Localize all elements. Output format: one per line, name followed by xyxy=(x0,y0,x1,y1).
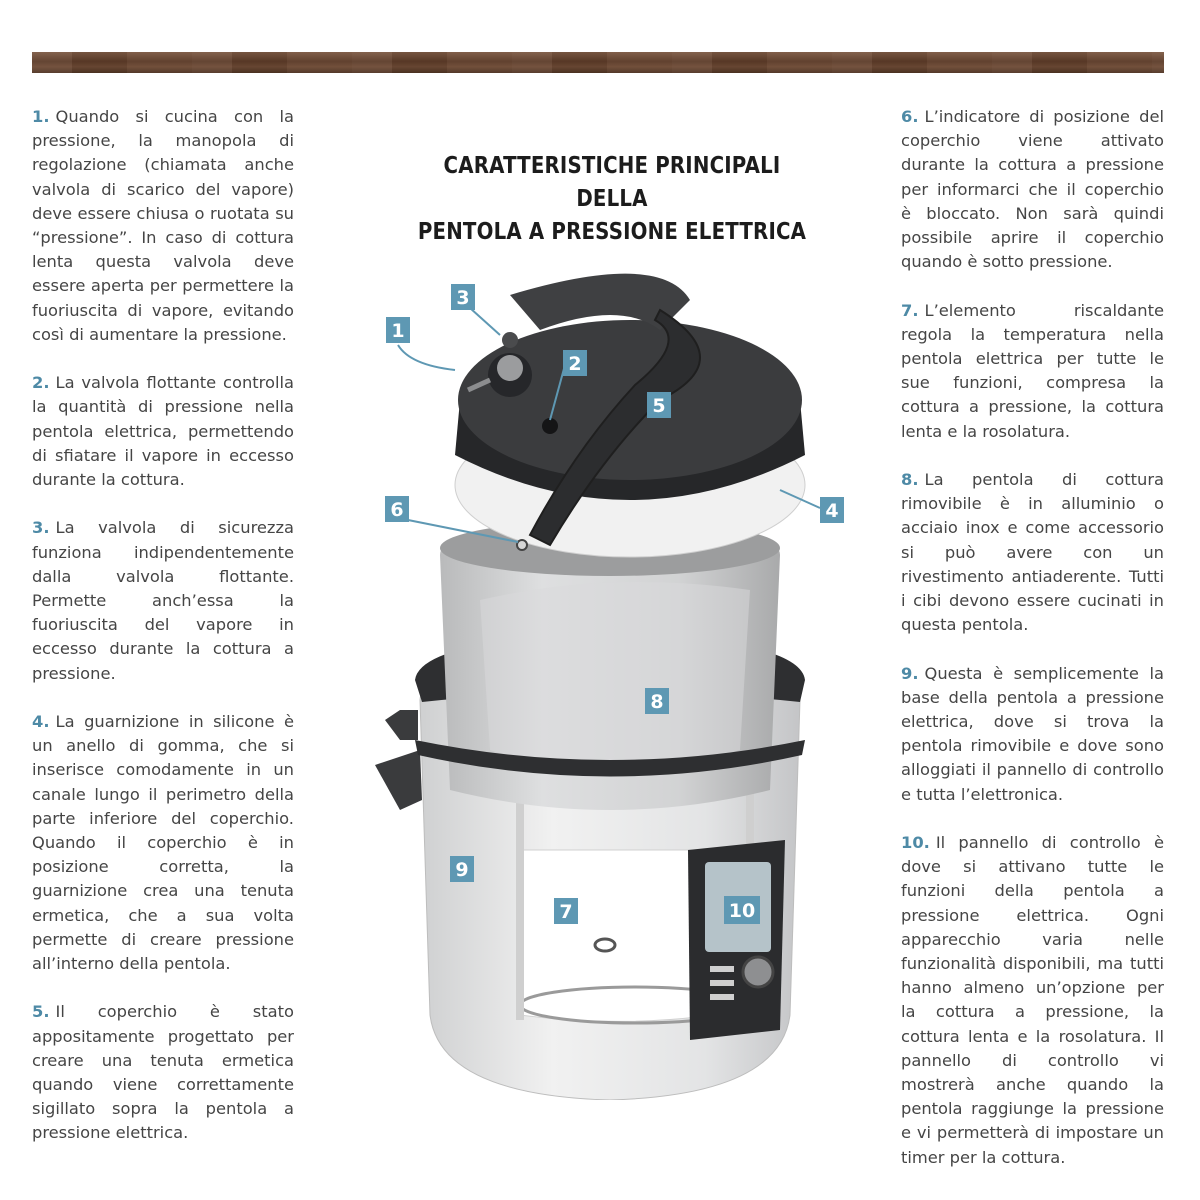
right-column xyxy=(901,105,1164,1194)
svg-text:1: 1 xyxy=(391,320,405,342)
title-line-1: CARATTERISTICHE PRINCIPALI DELLA xyxy=(443,153,781,212)
item-text: Quando si cucina con la pressione, la manopola di regolazione (chiamata anche valvola di scarico del vapore) deve essere chiusa o ruotata su “pressione”. In caso di cottura lenta questa valvola deve essere aperta per permettere la fuoriuscita di vapore, evitando così di aumentare la pressione. xyxy=(32,107,294,344)
badge-10 xyxy=(724,896,760,924)
pressure-cooker-illustration xyxy=(360,270,880,1100)
item-7 xyxy=(901,299,1164,444)
title-line-2: PENTOLA A PRESSIONE ELETTRICA xyxy=(417,219,807,245)
badge-2 xyxy=(563,350,587,376)
item-number: 6. xyxy=(901,107,919,126)
wood-header-bar xyxy=(32,52,1164,73)
item-number: 9. xyxy=(901,663,919,683)
item-number: 4. xyxy=(32,712,50,732)
svg-text:6: 6 xyxy=(390,499,404,521)
svg-text:8: 8 xyxy=(650,691,664,713)
badge-7 xyxy=(554,898,578,924)
lid xyxy=(455,274,805,557)
item-number: 1. xyxy=(32,107,50,126)
item-text: La valvola di sicurezza funziona indipendentemente dalla valvola flottante. Permette anch’essa la fuoriuscita del vapore in eccesso durante la cottura a pressione. xyxy=(32,518,294,683)
badge-8 xyxy=(645,688,669,714)
item-9 xyxy=(901,662,1164,807)
left-column xyxy=(32,105,294,1170)
item-8 xyxy=(901,468,1164,637)
badge-9 xyxy=(450,856,474,882)
safety-valve xyxy=(502,332,518,348)
item-text: L’elemento riscaldante regola la temperatura nella pentola elettrica per tutte le sue funzioni, compresa la cottura a pressione, la cottura lenta e la rosolatura. xyxy=(901,300,1164,441)
float-valve xyxy=(542,418,558,434)
badge-6 xyxy=(385,496,409,522)
item-text: Questa è semplicemente la base della pentola a pressione elettrica, dove si trova la pentola rimovibile e dove sono alloggiati il pannello di controllo e tutta l’elettronica. xyxy=(901,663,1164,804)
item-3 xyxy=(32,516,294,685)
item-number: 5. xyxy=(32,1002,50,1022)
item-text: La valvola flottante controlla la quantità di pressione nella pentola elettrica, permettendo di sfiatare il vapore in eccesso durante la cottura. xyxy=(32,373,294,490)
badge-5 xyxy=(647,392,671,418)
badge-4 xyxy=(820,497,844,523)
svg-text:9: 9 xyxy=(455,859,469,881)
item-number: 8. xyxy=(901,470,919,490)
svg-text:2: 2 xyxy=(568,353,582,375)
control-knob xyxy=(743,957,773,987)
badge-3 xyxy=(451,284,475,310)
svg-text:5: 5 xyxy=(652,395,666,417)
item-text: Il coperchio è stato appositamente progettato per creare una tenuta ermetica quando viene correttamente sigillato sopra la pentola a pressione elettrica. xyxy=(32,1002,294,1143)
item-text: Il pannello di controllo è dove si attivano tutte le funzioni della pentola a pressione elettrica. Ogni apparecchio varia nelle funzionalità disponibili, ma tutti hanno almeno un’opzione per la cottura a pressione, la cottura lenta e la rosolatura. Il pannello di controllo vi mostrerà anche quando la pentola raggiunge la pressione e vi permetterà di impostare un timer per la cottura. xyxy=(901,833,1164,1167)
handle-left-lower xyxy=(375,750,422,810)
svg-text:4: 4 xyxy=(825,500,839,522)
item-10 xyxy=(901,831,1164,1170)
steam-release-knob xyxy=(497,355,523,381)
control-panel xyxy=(688,840,785,1040)
handle-left xyxy=(385,710,418,740)
item-1 xyxy=(32,105,294,347)
item-number: 2. xyxy=(32,373,50,393)
item-2 xyxy=(32,371,294,492)
item-4 xyxy=(32,710,294,976)
item-6 xyxy=(901,105,1164,274)
item-number: 3. xyxy=(32,518,50,538)
svg-text:7: 7 xyxy=(559,901,573,923)
item-text: L’indicatore di posizione del coperchio viene attivato durante la cottura a pressione per informarci che il coperchio è bloccato. Non sarà quindi possibile aprire il coperchio quando è sotto pressione. xyxy=(901,107,1164,272)
lid-position-indicator xyxy=(517,540,527,550)
item-text: La guarnizione in silicone è un anello di gomma, che si inserisce comodamente in un canale lungo il perimetro della parte inferiore del coperchio. Quando il coperchio è in posizione corretta, la guarnizione crea una tenuta ermetica, che a sua volta permette di creare pressione all’interno della pentola. xyxy=(32,712,294,974)
item-number: 7. xyxy=(901,300,919,320)
page-title xyxy=(412,150,811,249)
item-5 xyxy=(32,1000,294,1145)
item-text: La pentola di cottura rimovibile è in alluminio o acciaio inox e come accessorio si può avere con un rivestimento antiaderente. Tutti i cibi devono essere cucinati in questa pentola. xyxy=(901,470,1164,635)
svg-text:10: 10 xyxy=(728,900,756,922)
svg-text:3: 3 xyxy=(456,287,470,309)
item-number: 10. xyxy=(901,833,930,853)
badge-1 xyxy=(386,317,410,343)
